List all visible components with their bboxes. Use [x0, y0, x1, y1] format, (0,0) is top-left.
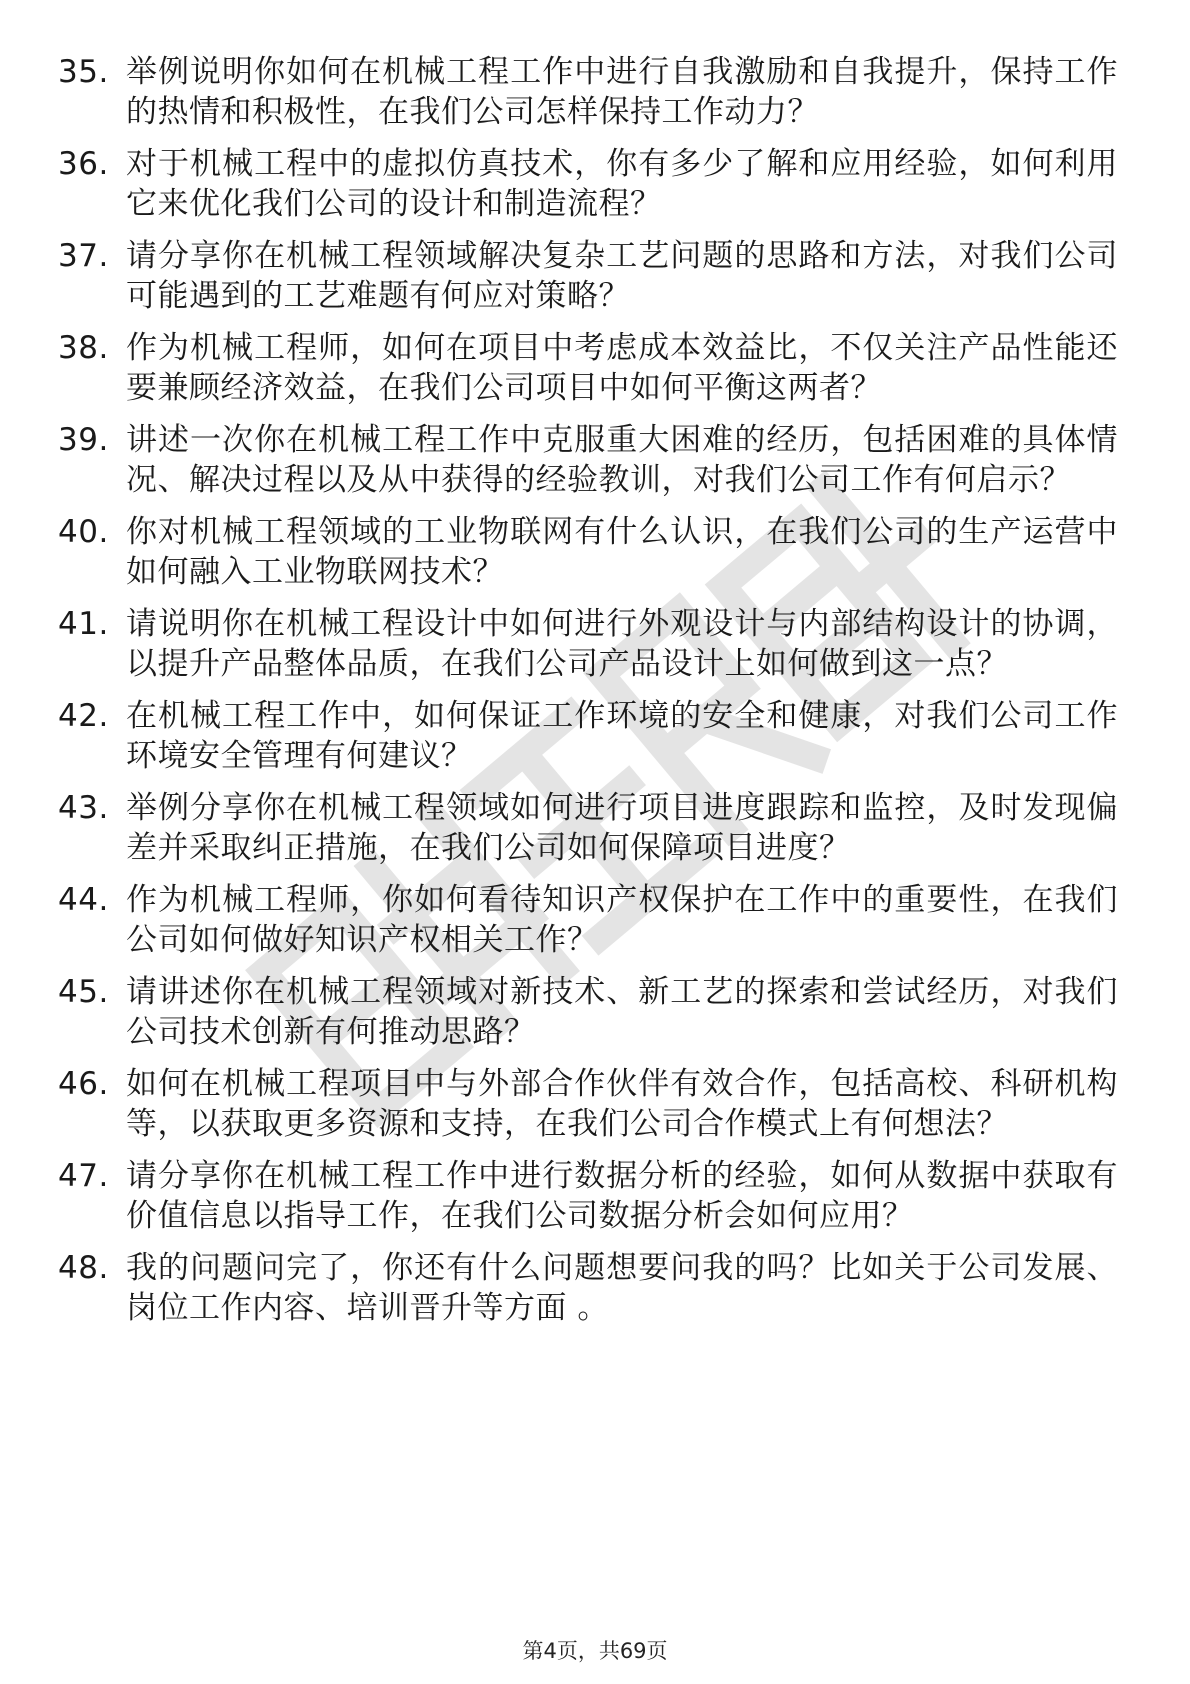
question-text: 举例分享你在机械工程领域如何进行项目进度跟踪和监控，及时发现偏差并采取纠正措施，在我们公司如何保障项目进度？ — [126, 790, 1118, 866]
question-text: 举例说明你如何在机械工程工作中进行自我激励和自我提升，保持工作的热情和积极性，在我们公司怎样保持工作动力？ — [126, 54, 1118, 130]
list-item — [58, 788, 1118, 868]
list-item — [58, 696, 1118, 776]
question-number: 41. — [58, 606, 109, 642]
list-item — [58, 144, 1118, 224]
question-text: 在机械工程工作中，如何保证工作环境的安全和健康，对我们公司工作环境安全管理有何建议？ — [126, 698, 1118, 774]
list-item — [58, 512, 1118, 592]
question-number: 47. — [58, 1158, 109, 1194]
question-number: 39. — [58, 422, 109, 458]
question-number: 38. — [58, 330, 109, 366]
question-number: 35. — [58, 54, 109, 90]
list-item — [58, 52, 1118, 132]
question-text: 对于机械工程中的虚拟仿真技术，你有多少了解和应用经验，如何利用它来优化我们公司的设计和制造流程？ — [126, 146, 1118, 222]
list-item — [58, 420, 1118, 500]
question-text: 作为机械工程师，你如何看待知识产权保护在工作中的重要性，在我们公司如何做好知识产权相关工作？ — [126, 882, 1118, 958]
question-list — [58, 52, 1118, 1340]
list-item — [58, 880, 1118, 960]
question-number: 42. — [58, 698, 109, 734]
question-text: 请讲述你在机械工程领域对新技术、新工艺的探索和尝试经历，对我们公司技术创新有何推动思路？ — [126, 974, 1118, 1050]
question-text: 我的问题问完了，你还有什么问题想要问我的吗？比如关于公司发展、岗位工作内容、培训晋升等方面 。 — [126, 1250, 1118, 1326]
question-number: 37. — [58, 238, 109, 274]
question-text: 你对机械工程领域的工业物联网有什么认识，在我们公司的生产运营中如何融入工业物联网技术？ — [126, 514, 1118, 590]
question-number: 48. — [58, 1250, 109, 1286]
list-item — [58, 1064, 1118, 1144]
question-number: 44. — [58, 882, 109, 918]
list-item — [58, 236, 1118, 316]
list-item — [58, 604, 1118, 684]
list-item — [58, 1248, 1118, 1328]
question-number: 40. — [58, 514, 109, 550]
question-number: 45. — [58, 974, 109, 1010]
question-text: 作为机械工程师，如何在项目中考虑成本效益比，不仅关注产品性能还要兼顾经济效益，在我们公司项目中如何平衡这两者？ — [126, 330, 1118, 406]
question-text: 请分享你在机械工程领域解决复杂工艺问题的思路和方法，对我们公司可能遇到的工艺难题有何应对策略？ — [126, 238, 1118, 314]
question-text: 讲述一次你在机械工程工作中克服重大困难的经历，包括困难的具体情况、解决过程以及从中获得的经验教训，对我们公司工作有何启示？ — [126, 422, 1118, 498]
page-number: 第4页，共69页 — [522, 1639, 668, 1663]
question-text: 请分享你在机械工程工作中进行数据分析的经验，如何从数据中获取有价值信息以指导工作，在我们公司数据分析会如何应用？ — [126, 1158, 1118, 1234]
question-text: 如何在机械工程项目中与外部合作伙伴有效合作，包括高校、科研机构等，以获取更多资源和支持，在我们公司合作模式上有何想法？ — [126, 1066, 1118, 1142]
question-number: 36. — [58, 146, 109, 182]
question-number: 46. — [58, 1066, 109, 1102]
question-number: 43. — [58, 790, 109, 826]
list-item — [58, 328, 1118, 408]
list-item — [58, 972, 1118, 1052]
question-text: 请说明你在机械工程设计中如何进行外观设计与内部结构设计的协调，以提升产品整体品质，在我们公司产品设计上如何做到这一点？ — [126, 606, 1118, 682]
list-item — [58, 1156, 1118, 1236]
